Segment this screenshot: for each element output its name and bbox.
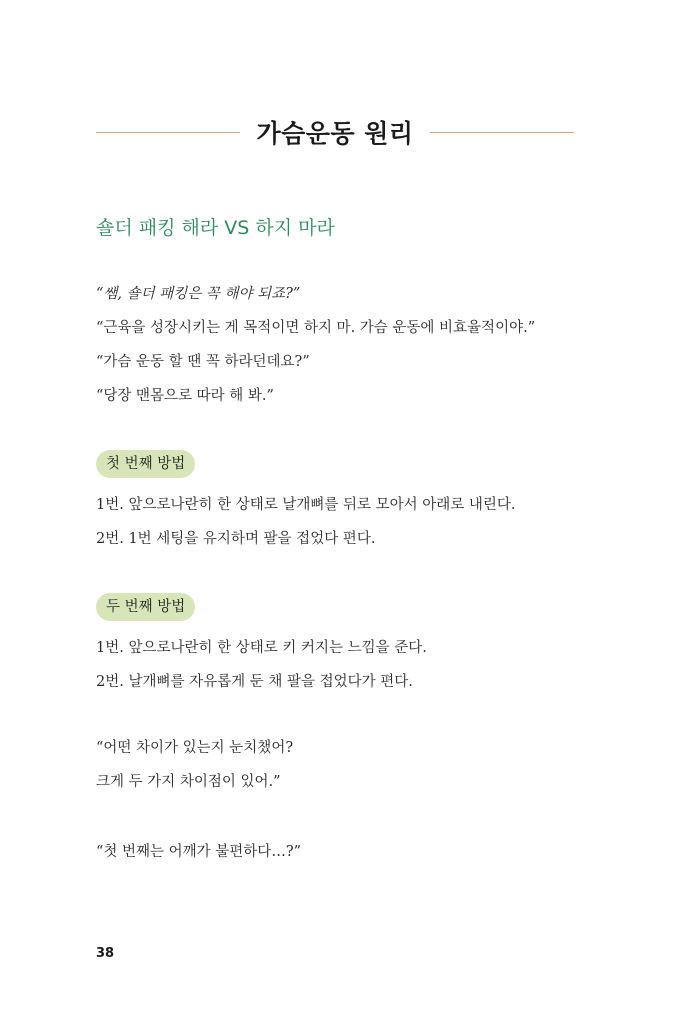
dialogue-outro-line-2: 크게 두 가지 차이점이 있어.” xyxy=(96,774,281,790)
dialogue-final-line: “첫 번째는 어깨가 불편하다…?” xyxy=(96,844,302,860)
header-rule-left xyxy=(96,132,240,133)
page-title: 가슴운동 원리 xyxy=(256,119,414,148)
header-rule-right xyxy=(430,132,574,133)
dialogue-line-answer: “근육을 성장시키는 게 목적이면 하지 마. 가슴 운동에 비효율적이야.” xyxy=(96,320,536,336)
chapter-header xyxy=(96,112,574,152)
method-one-step-1: 1번. 앞으로나란히 한 상태로 날개뼈를 뒤로 모아서 아래로 내린다. xyxy=(96,497,516,513)
method-one-label: 첫 번째 방법 xyxy=(96,450,195,478)
page-number: 38 xyxy=(96,946,115,961)
dialogue-line-question: “쌤, 숄더 패킹은 꼭 해야 되죠?” xyxy=(96,286,301,302)
method-two-step-2: 2번. 날개뼈를 자유롭게 둔 채 팔을 접었다가 편다. xyxy=(96,674,413,690)
method-two-step-1: 1번. 앞으로나란히 한 상태로 키 커지는 느낌을 준다. xyxy=(96,640,427,656)
method-two-label: 두 번째 방법 xyxy=(96,593,195,621)
method-one-step-2: 2번. 1번 세팅을 유지하며 팔을 접었다 편다. xyxy=(96,531,376,547)
dialogue-line-instruction: “당장 맨몸으로 따라 해 봐.” xyxy=(96,388,274,404)
section-heading: 숄더 패킹 해라 VS 하지 마라 xyxy=(96,217,335,239)
dialogue-line-followup: “가슴 운동 할 땐 꼭 하라던데요?” xyxy=(96,354,310,370)
dialogue-outro-line-1: “어떤 차이가 있는지 눈치챘어? xyxy=(96,740,294,756)
